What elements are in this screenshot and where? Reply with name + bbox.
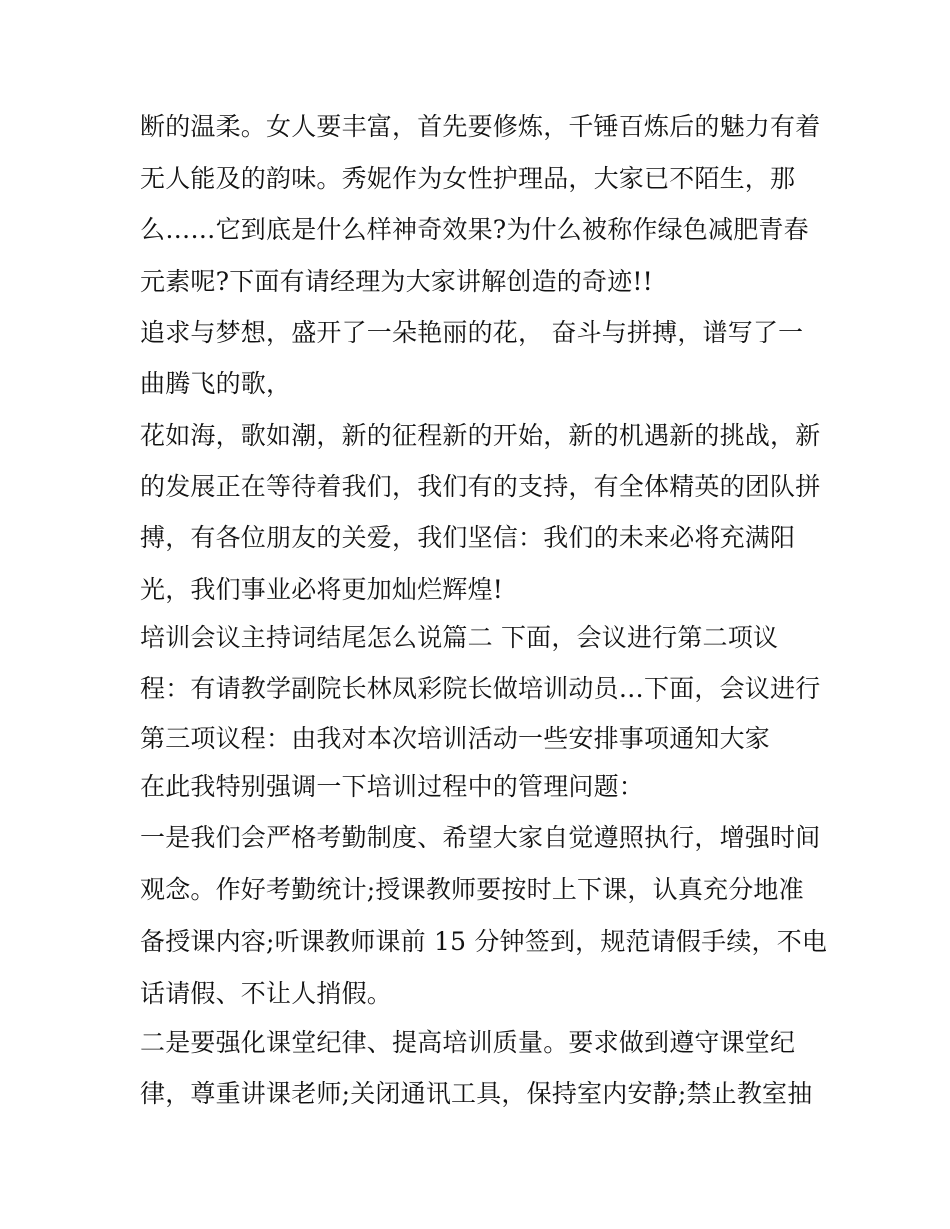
text-line: 么……它到底是什么样神奇效果?为什么被称作绿色减肥青春: [140, 215, 809, 244]
text-line: 律，尊重讲课老师;关闭通讯工具，保持室内安静;禁止教室抽: [140, 1079, 813, 1108]
text-line: 二是要强化课堂纪律、提高培训质量。要求做到遵守课堂纪: [140, 1028, 796, 1057]
text-line: 观念。作好考勤统计;授课教师要按时上下课，认真充分地准: [140, 875, 804, 904]
text-line: 第三项议程：由我对本次培训活动一些安排事项通知大家: [140, 724, 771, 753]
text-line: 无人能及的韵味。秀妮作为女性护理品，大家已不陌生，那: [140, 164, 796, 193]
text-line: 光，我们事业必将更加灿烂辉煌!: [140, 575, 504, 604]
text-line: 在此我特别强调一下培训过程中的管理问题：: [140, 772, 645, 801]
text-line: 的发展正在等待着我们，我们有的支持，有全体精英的团队拼: [140, 472, 821, 501]
text-line: 备授课内容;听课教师课前 15 分钟签到，规范请假手续，不电: [140, 927, 828, 956]
text-line: 培训会议主持词结尾怎么说篇二 下面，会议进行第二项议: [140, 623, 779, 652]
text-line: 元素呢?下面有请经理为大家讲解创造的奇迹!!: [140, 267, 653, 296]
text-line: 程：有请教学副院长林凤彩院长做培训动员…下面，会议进行: [140, 674, 821, 703]
text-line: 搏，有各位朋友的关爱，我们坚信：我们的未来必将充满阳: [140, 523, 796, 552]
text-line: 追求与梦想，盛开了一朵艳丽的花， 奋斗与拼搏，谱写了一: [140, 318, 804, 347]
text-line: 曲腾飞的歌，: [140, 369, 292, 398]
text-line: 话请假、不让人捎假。: [140, 979, 393, 1008]
text-line: 花如海，歌如潮，新的征程新的开始，新的机遇新的挑战，新: [140, 421, 821, 450]
text-line: 断的温柔。女人要丰富，首先要修炼，千锤百炼后的魅力有着: [140, 112, 821, 141]
text-line: 一是我们会严格考勤制度、希望大家自觉遵照执行，增强时间: [140, 823, 821, 852]
